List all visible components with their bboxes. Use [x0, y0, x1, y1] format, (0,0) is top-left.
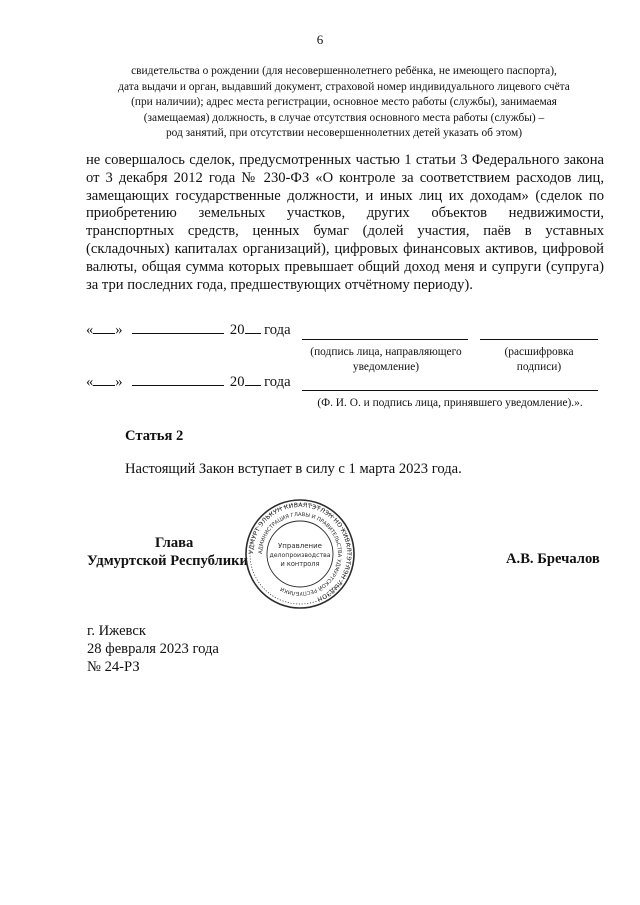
page-number: 6 — [316, 32, 324, 47]
seal-center-line: Управление — [278, 542, 322, 550]
signature-notifier-line — [302, 339, 468, 340]
seal-inner-text: АДМИНИСТРАЦИЯ ГЛАВЫ И ПРАВИТЕЛЬСТВА УДМУРТСКОЙ РЕСПУБЛИКИ — [257, 511, 343, 597]
article-text: Настоящий Закон вступает в силу с 1 марта 2023 года. — [125, 461, 462, 477]
footnote-line: (при наличии); адрес места регистрации, основное место работы (службы), занимаемая — [131, 96, 557, 109]
official-seal — [244, 498, 356, 610]
year-prefix: 20 — [229, 322, 245, 338]
place-date-block — [87, 622, 219, 676]
signature-role-line2: Удмуртской Республики — [87, 553, 248, 569]
footnote-line: свидетельства о рождении (для несовершеннолетнего ребёнка, не имеющего паспорта), — [131, 65, 557, 77]
open-quote: « — [86, 322, 94, 338]
signature-name: А.В. Бречалов — [506, 551, 600, 567]
seal-outer-text: УДМУРТ ЭЛЬКУН КИВАЛТЭТЛЭН НО КИВАЛТЭТЛЭН ЛЫДЗОН — [247, 501, 353, 603]
footnote-line: род занятий, при отсутствии несовершеннолетних детей указать об этом) — [165, 127, 523, 140]
seal-center-line: делопроизводства — [269, 552, 331, 559]
place-city: г. Ижевск — [87, 623, 146, 639]
place-date: 28 февраля 2023 года — [87, 641, 219, 657]
date-line-receiver — [86, 374, 291, 391]
year-prefix: 20 — [229, 374, 245, 390]
month-blank — [132, 385, 224, 386]
signature-role-line1: Глава — [155, 535, 194, 551]
body-paragraph: не совершалось сделок, предусмотренных частью 1 статьи 3 Федерального закона от 3 декабря 2012 года № 230-ФЗ «О контроле за соответствием расходов лиц, замещающих государственные должности, и иных лиц их доходам» (сделок по приобретению земельных участков, других объектов недвижимости, транспортных средств, ценных бумаг (долей участия, паёв в уставных (складочных) капиталах организаций), цифровых финансовых активов, цифровой валюты, общая сумма которых превышает общий доход меня и супруги (супруга) за три последних года, предшествующих отчётному периоду). — [86, 152, 604, 293]
article-title: Статья 2 — [125, 428, 184, 444]
caption-receiver: (Ф. И. О. и подпись лица, принявшего уведомление).». — [317, 397, 583, 409]
receiver-line — [302, 390, 598, 391]
year-suffix: года — [264, 322, 291, 338]
caption-signature-decoding: (расшифровка подписи) — [504, 346, 574, 373]
year-blank — [245, 333, 261, 334]
close-quote: » — [115, 322, 123, 338]
date-line-notifier — [86, 322, 291, 339]
year-blank — [245, 385, 261, 386]
day-blank — [93, 333, 115, 334]
caption-signature-notifier: (подпись лица, направляющего уведомление) — [310, 346, 462, 373]
seal-center-line: и контроля — [280, 560, 320, 568]
footnote-line: дата выдачи и орган, выдавший документ, страховой номер индивидуального лицевого счёта — [118, 80, 570, 93]
footnote-block — [84, 64, 604, 142]
law-number: № 24-РЗ — [87, 659, 140, 675]
signature-decoding-line — [480, 339, 598, 340]
footnote-line: (замещаемая) должность, в случае отсутствия основного места работы (службы) – — [143, 111, 545, 124]
seal-graphic — [244, 498, 356, 610]
open-quote: « — [86, 374, 94, 390]
year-suffix: года — [264, 374, 291, 390]
month-blank — [132, 333, 224, 334]
day-blank — [93, 385, 115, 386]
close-quote: » — [115, 374, 123, 390]
